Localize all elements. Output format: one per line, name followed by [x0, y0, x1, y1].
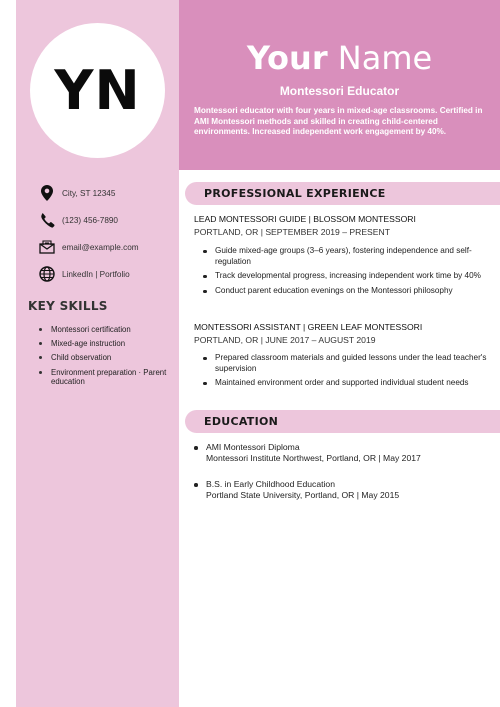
name-first: Your — [246, 39, 328, 77]
education-section-header — [185, 410, 500, 433]
job-heading: MONTESSORI ASSISTANT | GREEN LEAF MONTESSORI — [194, 322, 423, 332]
list-item: Maintained environment order and supported individual student needs — [203, 378, 488, 389]
contact-location — [39, 185, 115, 201]
contact-phone — [39, 212, 118, 228]
candidate-name — [179, 38, 500, 78]
degree: B.S. in Early Childhood Education — [206, 479, 335, 489]
phone-icon — [39, 212, 55, 228]
section-title: PROFESSIONAL EXPERIENCE — [204, 187, 386, 200]
list-item: Mixed-age instruction — [39, 339, 175, 349]
job-bullets — [203, 246, 488, 301]
list-item: Environment preparation · Parent education — [39, 368, 175, 387]
school: Portland State University, Portland, OR | May 2015 — [206, 490, 400, 501]
list-item: Track developmental progress, increasing independent work time by 40% — [203, 271, 488, 282]
summary: Montessori educator with four years in mixed-age classrooms. Certified in AMI Montessori methods and skilled in creating child-centered environments. Increased independent work engagement by 40%. — [194, 106, 483, 136]
phone-text: (123) 456-7890 — [62, 215, 118, 225]
job-title: Montessori Educator — [279, 84, 400, 98]
globe-icon — [39, 266, 55, 282]
education-item — [194, 479, 484, 502]
avatar — [30, 23, 165, 158]
degree: AMI Montessori Diploma — [206, 442, 300, 452]
section-title: EDUCATION — [204, 415, 279, 428]
contact-email — [39, 239, 139, 255]
job-location: PORTLAND, OR | JUNE 2017 – AUGUST 2019 — [194, 335, 376, 345]
map-pin-icon — [39, 185, 55, 201]
list-item: Montessori certification — [39, 325, 175, 335]
list-item: Conduct parent education evenings on the Montessori philosophy — [203, 286, 488, 297]
experience-section-header — [185, 182, 500, 205]
email-text: email@example.com — [62, 242, 139, 252]
job-heading: LEAD MONTESSORI GUIDE | BLOSSOM MONTESSORI — [194, 214, 416, 224]
envelope-icon — [39, 239, 55, 255]
location-text: City, ST 12345 — [62, 188, 116, 198]
name-last: Name — [337, 39, 433, 77]
initials: YN — [54, 59, 141, 122]
skills-list — [39, 325, 175, 391]
contact-links — [39, 266, 130, 282]
list-item: Guide mixed-age groups (3–6 years), fostering independence and self-regulation — [203, 246, 488, 267]
list-item: Prepared classroom materials and guided lessons under the lead teacher's supervision — [203, 353, 488, 374]
job-bullets — [203, 353, 488, 393]
job-location: PORTLAND, OR | SEPTEMBER 2019 – PRESENT — [194, 227, 390, 237]
skills-title: KEY SKILLS — [28, 299, 108, 313]
school: Montessori Institute Northwest, Portland, OR | May 2017 — [206, 453, 421, 464]
links-text: LinkedIn | Portfolio — [62, 269, 130, 279]
education-item — [194, 442, 484, 465]
list-item: Child observation — [39, 353, 175, 363]
